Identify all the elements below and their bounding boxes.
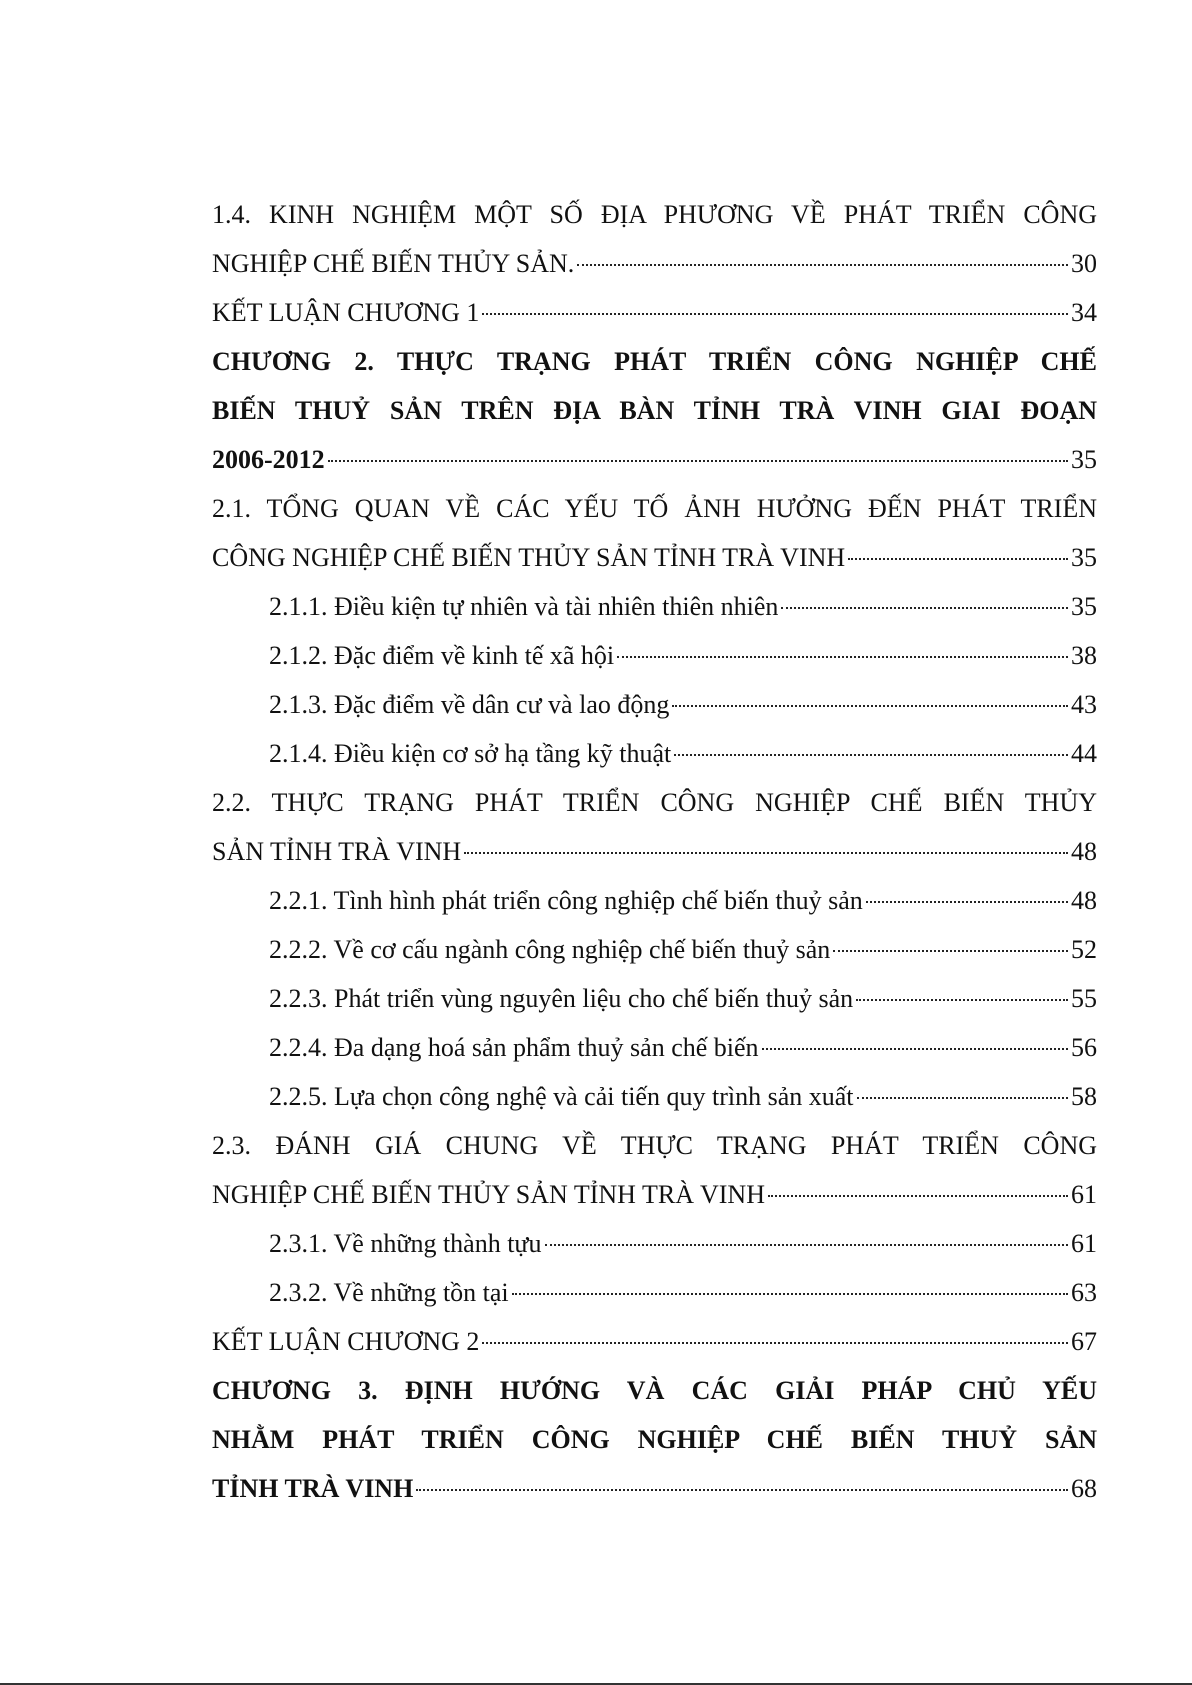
toc-entry-text: KẾT LUẬN CHƯƠNG 1 (212, 298, 480, 327)
toc-entry-text: SẢN TỈNH TRÀ VINH (212, 837, 462, 866)
dot-leader (512, 1293, 1068, 1295)
toc-entry-text: NGHIỆP CHẾ BIẾN THỦY SẢN. (212, 249, 575, 278)
toc-page-number: 48 (1071, 886, 1097, 915)
dot-leader (866, 901, 1068, 903)
toc-page-number: 30 (1071, 249, 1097, 278)
toc-page-number: 35 (1071, 445, 1097, 474)
toc-entry-2-1-2[interactable] (212, 631, 1097, 680)
toc-page-number: 52 (1071, 935, 1097, 964)
toc-entry-text: 2.2.5. Lựa chọn công nghệ và cải tiến quy trình sản xuất (269, 1082, 854, 1111)
toc-page-number: 67 (1071, 1327, 1097, 1356)
toc-entry-text: 2.2.2. Về cơ cấu ngành công nghiệp chế biến thuỷ sản (269, 935, 831, 964)
dot-leader (464, 852, 1068, 854)
dot-leader (674, 754, 1068, 756)
toc-entry-2-3[interactable] (212, 1121, 1097, 1219)
toc-entry-text: KẾT LUẬN CHƯƠNG 2 (212, 1327, 480, 1356)
toc-entry-1-4[interactable] (212, 190, 1097, 288)
toc-entry-2-1[interactable] (212, 484, 1097, 582)
toc-entry-2-3-1[interactable] (212, 1219, 1097, 1268)
dot-leader (857, 1097, 1069, 1099)
toc-entry-text: CÔNG NGHIỆP CHẾ BIẾN THỦY SẢN TỈNH TRÀ VINH (212, 543, 846, 572)
toc-entry-text: CHƯƠNG 3. ĐỊNH HƯỚNG VÀ CÁC GIẢI PHÁP CHỦ YẾU (212, 1376, 1097, 1405)
toc-entry-2-1-4[interactable] (212, 729, 1097, 778)
toc-entry-text: 2.3.1. Về những thành tựu (269, 1229, 542, 1258)
toc-page-number: 48 (1071, 837, 1097, 866)
toc-entry-2-2-1[interactable] (212, 876, 1097, 925)
toc-page-number: 43 (1071, 690, 1097, 719)
toc-entry-2-2-5[interactable] (212, 1072, 1097, 1121)
toc-entry-text: 2.3. ĐÁNH GIÁ CHUNG VỀ THỰC TRẠNG PHÁT TRIỂN CÔNG (212, 1131, 1097, 1160)
toc-entry-text: CHƯƠNG 2. THỰC TRẠNG PHÁT TRIỂN CÔNG NGHIỆP CHẾ (212, 347, 1097, 376)
dot-leader (833, 950, 1068, 952)
dot-leader (617, 656, 1068, 658)
dot-leader (545, 1244, 1068, 1246)
dot-leader (416, 1489, 1068, 1491)
toc-entry-2-2-3[interactable] (212, 974, 1097, 1023)
toc-entry-2-2-4[interactable] (212, 1023, 1097, 1072)
toc-entry-2-3-2[interactable] (212, 1268, 1097, 1317)
toc-entry-text: 2.1.3. Đặc điểm về dân cư và lao động (269, 690, 670, 719)
toc-page-number: 58 (1071, 1082, 1097, 1111)
toc-entry-2-1-3[interactable] (212, 680, 1097, 729)
toc-entry-2-1-1[interactable] (212, 582, 1097, 631)
toc-page-number: 68 (1071, 1474, 1097, 1503)
toc-entry-text: NGHIỆP CHẾ BIẾN THỦY SẢN TỈNH TRÀ VINH (212, 1180, 765, 1209)
toc-entry-text: 2.1.1. Điều kiện tự nhiên và tài nhiên thiên nhiên (269, 592, 779, 621)
toc-entry-text: 2.3.2. Về những tồn tại (269, 1278, 509, 1307)
toc-page-number: 38 (1071, 641, 1097, 670)
toc-page-number: 61 (1071, 1180, 1097, 1209)
toc-entry-conclusion-2[interactable] (212, 1317, 1097, 1366)
toc-entry-text: NHẰM PHÁT TRIỂN CÔNG NGHIỆP CHẾ BIẾN THUỶ SẢN (212, 1425, 1097, 1454)
dot-leader (482, 313, 1068, 315)
toc-entry-chapter-2[interactable] (212, 337, 1097, 484)
toc-entry-text: 1.4. KINH NGHIỆM MỘT SỐ ĐỊA PHƯƠNG VỀ PHÁT TRIỂN CÔNG (212, 200, 1097, 229)
toc-entry-text: 2.1.4. Điều kiện cơ sở hạ tầng kỹ thuật (269, 739, 672, 768)
toc-page-number: 56 (1071, 1033, 1097, 1062)
toc-page-number: 34 (1071, 298, 1097, 327)
toc-entry-text: 2.2.3. Phát triển vùng nguyên liệu cho chế biến thuỷ sản (269, 984, 854, 1013)
toc-entry-text: 2.1.2. Đặc điểm về kinh tế xã hội (269, 641, 615, 670)
dot-leader (328, 460, 1068, 462)
dot-leader (856, 999, 1068, 1001)
dot-leader (848, 558, 1068, 560)
toc-entry-text: 2.2.1. Tình hình phát triển công nghiệp chế biến thuỷ sản (269, 886, 863, 915)
toc-page-number: 35 (1071, 592, 1097, 621)
toc-entry-text: 2.2. THỰC TRẠNG PHÁT TRIỂN CÔNG NGHIỆP CHẾ BIẾN THỦY (212, 788, 1097, 817)
dot-leader (577, 264, 1068, 266)
dot-leader (768, 1195, 1068, 1197)
toc-entry-text: TỈNH TRÀ VINH (212, 1474, 414, 1503)
toc-page-number: 44 (1071, 739, 1097, 768)
dot-leader (762, 1048, 1068, 1050)
toc-entry-2-2-2[interactable] (212, 925, 1097, 974)
dot-leader (781, 607, 1068, 609)
toc-entry-chapter-3[interactable] (212, 1366, 1097, 1513)
toc-page-number: 63 (1071, 1278, 1097, 1307)
toc-page-number: 35 (1071, 543, 1097, 572)
table-of-contents (212, 190, 1097, 1513)
dot-leader (482, 1342, 1068, 1344)
toc-entry-text: BIẾN THUỶ SẢN TRÊN ĐỊA BÀN TỈNH TRÀ VINH GIAI ĐOẠN (212, 396, 1097, 425)
toc-entry-2-2[interactable] (212, 778, 1097, 876)
dot-leader (672, 705, 1068, 707)
toc-entry-conclusion-1[interactable] (212, 288, 1097, 337)
toc-page-number: 55 (1071, 984, 1097, 1013)
toc-entry-text: 2.1. TỔNG QUAN VỀ CÁC YẾU TỐ ẢNH HƯỞNG ĐẾN PHÁT TRIỂN (212, 494, 1097, 523)
toc-page-number: 61 (1071, 1229, 1097, 1258)
toc-entry-text: 2006-2012 (212, 445, 325, 474)
toc-entry-text: 2.2.4. Đa dạng hoá sản phẩm thuỷ sản chế biến (269, 1033, 759, 1062)
